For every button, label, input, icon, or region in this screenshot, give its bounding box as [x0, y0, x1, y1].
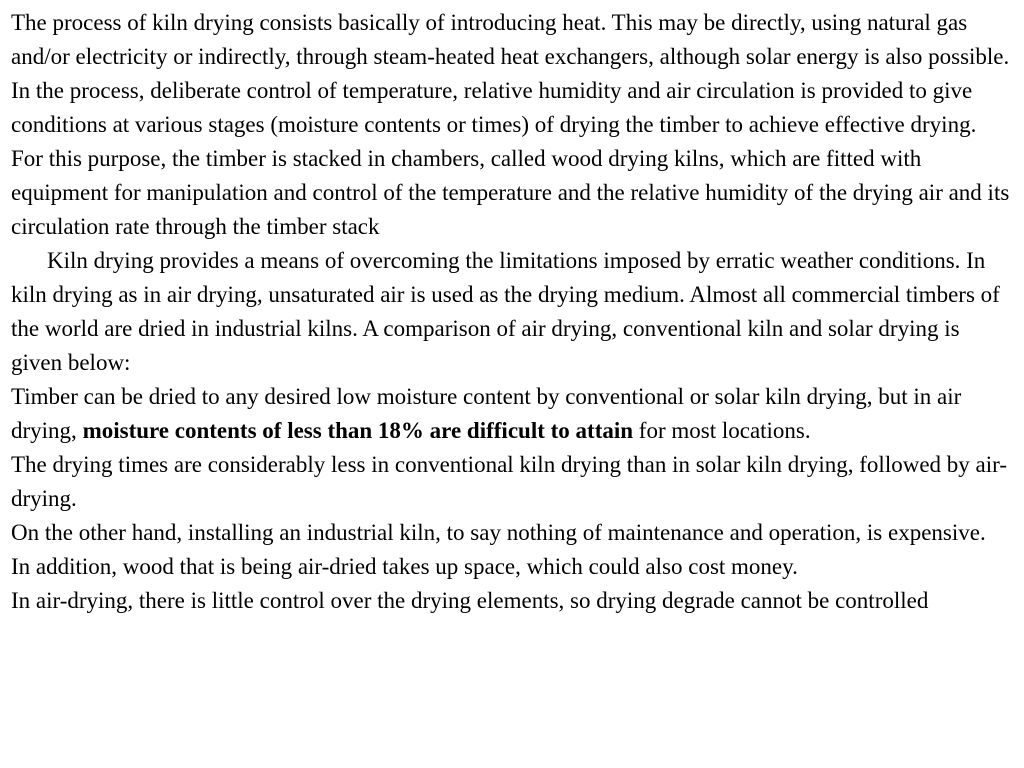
paragraph-kiln-drying-benefits: Kiln drying provides a means of overcoming the limitations imposed by erratic weather conditions. In kiln drying as in air drying, unsaturated air is used as the drying medium. Almost all commercial timbers of the world are dried in industrial kilns. A comparison of air drying, conventional kiln and solar drying is given below:: [11, 248, 1000, 375]
moisture-emphasis: moisture contents of less than 18% are difficult to attain: [82, 418, 634, 443]
paragraph-kiln-cost: On the other hand, installing an industrial kiln, to say nothing of maintenance and operation, is expensive.: [11, 520, 986, 545]
paragraph-air-drying-control: In air-drying, there is little control over the drying elements, so drying degrade cannot be controlled: [11, 588, 929, 613]
moisture-text-after: for most locations.: [633, 418, 811, 443]
moisture-text-before: Timber can be dried to any desired low moisture content by conventional or solar kiln drying, but in air drying,: [11, 384, 962, 443]
paragraph-air-drying-space: In addition, wood that is being air-dried takes up space, which could also cost money.: [11, 554, 798, 579]
paragraph-kiln-drying-process: The process of kiln drying consists basically of introducing heat. This may be directly, using natural gas and/or electricity or indirectly, through steam-heated heat exchangers, although solar energy is also possible. In the process, deliberate control of temperature, relative humidity and air circulation is provided to give conditions at various stages (moisture contents or times) of drying the timber to achieve effective drying. For this purpose, the timber is stacked in chambers, called wood drying kilns, which are fitted with equipment for manipulation and control of the temperature and the relative humidity of the drying air and its circulation rate through the timber stack: [11, 10, 1010, 239]
paragraph-drying-times: The drying times are considerably less in conventional kiln drying than in solar kiln drying, followed by air-drying.: [11, 452, 1007, 511]
paragraph-moisture-content: [11, 380, 1013, 448]
document-body: [11, 6, 1013, 618]
